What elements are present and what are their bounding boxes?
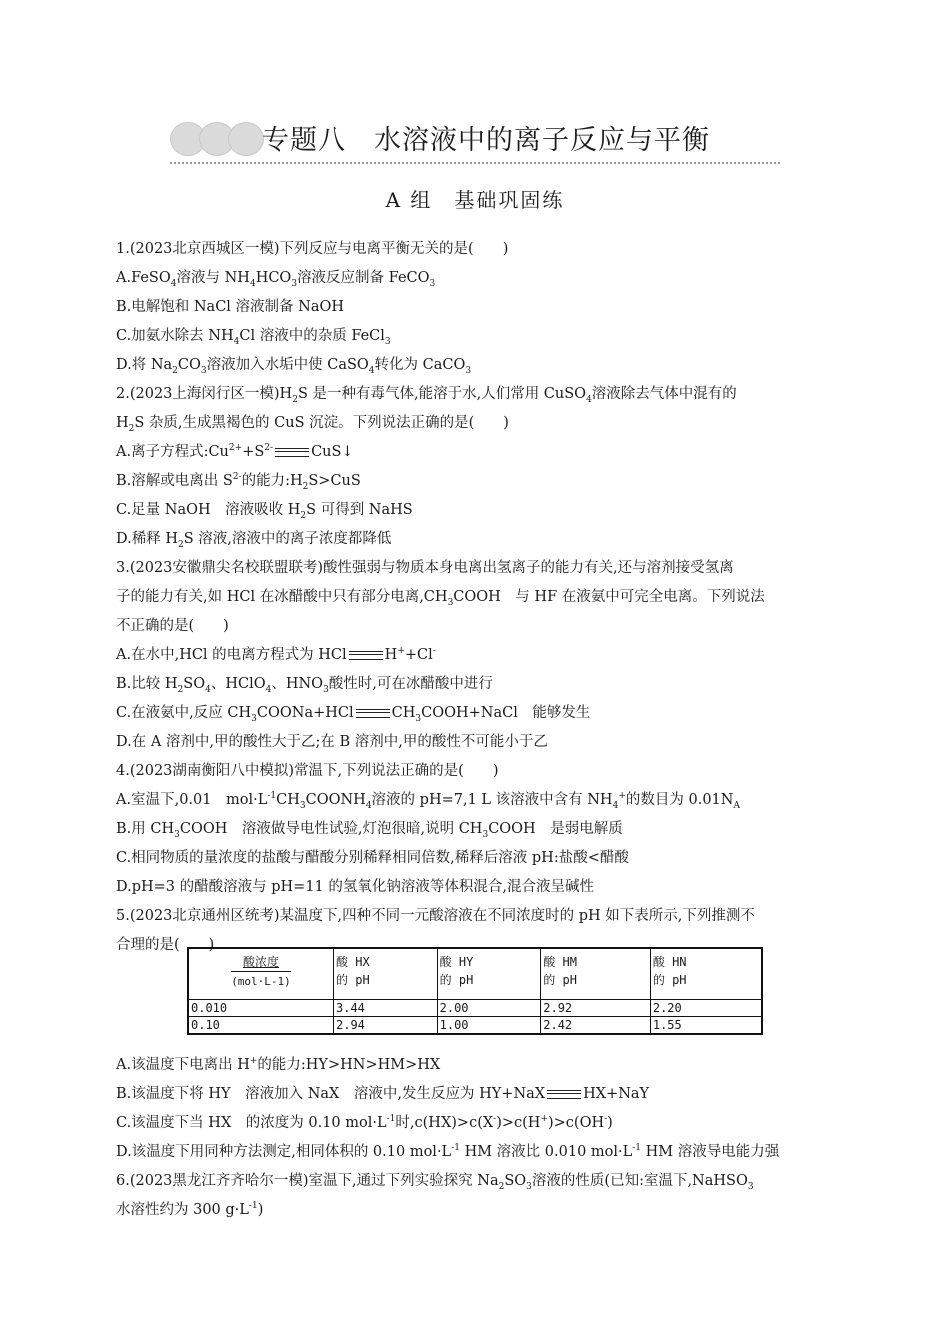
table-header-hn: 酸 HN 的 pH [650,948,762,1000]
equals-sign-icon [547,1090,581,1099]
table-cell: 2.42 [541,1017,651,1035]
table-cell: 0.010 [188,1000,334,1017]
table-row [188,1000,762,1017]
q2-stem: 2.(2023上海闵行区一模)$H_2S$ 是一种有毒气体,能溶于水,人们常用 CuSO$_4$溶液除去气体中混有的 [116,386,737,405]
q3-option-b: B.比较 $H_2SO_4$、HClO$_4$、$HNO_3$酸性时,可在冰醋酸中进行 [116,676,493,695]
q5-option-a: A.该温度下电离出 H+的能力:HY>HN>HM>HX [116,1056,441,1073]
q2-option-c: C.足量 NaOH 溶液吸收 $H_2S$ 可得到 NaHS [116,502,413,521]
q2-option-b: B.溶解或电离出 $S^{2-}$的能力$:H_2S>CuS$ [116,472,361,492]
table-cell: 0.10 [188,1017,334,1035]
table-header-concentration: 酸浓度 (mol·L-1) [188,948,334,1000]
q5-option-b: B.该温度下将 HY 溶液加入 NaX 溶液中,发生反应为 HY+NaX HX+NaY [116,1086,650,1102]
question-list [116,235,836,1225]
table-header-hx: 酸 HX 的 pH [334,948,438,1000]
table-cell: 1.00 [437,1017,541,1035]
q3-option-d: D.在 A 溶剂中,甲的酸性大于乙;在 B 溶剂中,甲的酸性不可能小于乙 [116,734,548,750]
q4-option-a: A.室温下,0.01 $mol\cdot L^{-1}CH_3COONH_4$溶液的 pH=7,1 L 该溶液中含有 $NH_4^+$的数目为 $0.01N_A$ [116,791,740,811]
equals-sign-icon [356,709,390,718]
ph-table [187,947,763,1032]
page-title: 专题八 水溶液中的离子反应与平衡 [262,125,710,156]
q1-option-a: A.FeSO$_4$溶液与 $NH_4HCO_3$溶液反应制备 FeCO$_3$ [116,270,436,289]
table-cell: 1.55 [650,1017,762,1035]
q5-option-d: D.该温度下用同种方法测定,相同体积的 0.10 $mol\cdot L^{-1}$ HM 溶液比 0.010 $mol\cdot L^{-1}$ HM 溶液导电能力强 [116,1143,780,1160]
q1-stem: 1.(2023北京西城区一模)下列反应与电离平衡无关的是( ) [116,241,509,257]
equals-sign-icon [275,448,309,457]
q1-option-c: C.加氨水除去 $NH_4Cl$ 溶液中的杂质 FeCl$_3$ [116,328,391,347]
table-cell: 2.92 [541,1000,651,1017]
q2-stem-cont: $H_2S$ 杂质,生成黑褐色的 CuS 沉淀。下列说法正确的是( ) [116,415,509,434]
q1-option-d: D.将 $Na_2CO_3$溶液加入水垢中使 CaSO$_4$转化为 CaCO$_3$ [116,357,472,376]
table-cell: 2.00 [437,1000,541,1017]
q5-stem-cont: 合理的是( ) [116,937,215,953]
q5-option-c: C.该温度下当 HX 的浓度为 0.10 $mol\cdot L^{-1}$时,c(HX)>c(X-)>c(H+)>c(OH-) [116,1114,613,1131]
decor-oval-icon [228,122,264,156]
q6-stem-cont: 水溶性约为 300 $g\cdot L^{-1}$) [116,1201,264,1218]
q1-option-b: B.电解饱和 NaCl 溶液制备 NaOH [116,299,345,315]
table-cell: 2.20 [650,1000,762,1017]
title-bar [170,118,780,164]
q4-option-d: D.pH=3 的醋酸溶液与 pH=11 的氢氧化钠溶液等体积混合,混合液呈碱性 [116,879,594,895]
table-header-hm: 酸 HM 的 pH [541,948,651,1000]
table-header-hy: 酸 HY 的 pH [437,948,541,1000]
q4-option-b: B.用 $CH_3COOH$ 溶液做导电性试验,灯泡很暗,说明 $CH_3COOH$ 是弱电解质 [116,821,623,840]
table-header-row [188,948,762,1000]
q4-option-c: C.相同物质的量浓度的盐酸与醋酸分别稀释相同倍数,稀释后溶液 pH:盐酸<醋酸 [116,850,629,866]
q3-stem-cont2: 不正确的是( ) [116,618,229,634]
table-cell: 2.94 [334,1017,438,1035]
table-cell: 3.44 [334,1000,438,1017]
title-decoration [170,122,262,156]
q2-option-d: D.稀释 $H_2S$ 溶液,溶液中的离子浓度都降低 [116,531,392,550]
q3-option-c: C.在液氨中,反应 $CH_3COONa+HCl$ $CH_3COOH+NaCl$ 能够发生 [116,705,591,724]
q3-stem: 3.(2023安徽鼎尖名校联盟联考)酸性强弱与物质本身电离出氢离子的能力有关,还与溶剂接受氢离 [116,560,734,576]
q6-stem: 6.(2023黑龙江齐齐哈尔一模)室温下,通过下列实验探究 $Na_2SO_3$溶液的性质(已知:室温下,NaHSO$_3$ [116,1173,754,1192]
table-row [188,1017,762,1035]
q4-stem: 4.(2023湖南衡阳八中模拟)常温下,下列说法正确的是( ) [116,763,499,779]
q3-stem-cont: 子的能力有关,如 HCl 在冰醋酸中只有部分电离$,CH_3COOH$ 与 HF 在液氨中可完全电离。下列说法 [116,589,765,608]
q5-stem: 5.(2023北京通州区统考)某温度下,四种不同一元酸溶液在不同浓度时的 pH 如下表所示,下列推测不 [116,908,755,924]
equals-sign-icon [349,651,383,660]
q2-option-a: A.离子方程式$:Cu^{2+}+S^{2-}$ CuS↓ [116,443,354,460]
q3-option-a: A.在水中,HCl 的电离方程式为 HCl H++Cl- [116,646,436,663]
group-title: A 组 基础巩固练 [385,188,565,212]
